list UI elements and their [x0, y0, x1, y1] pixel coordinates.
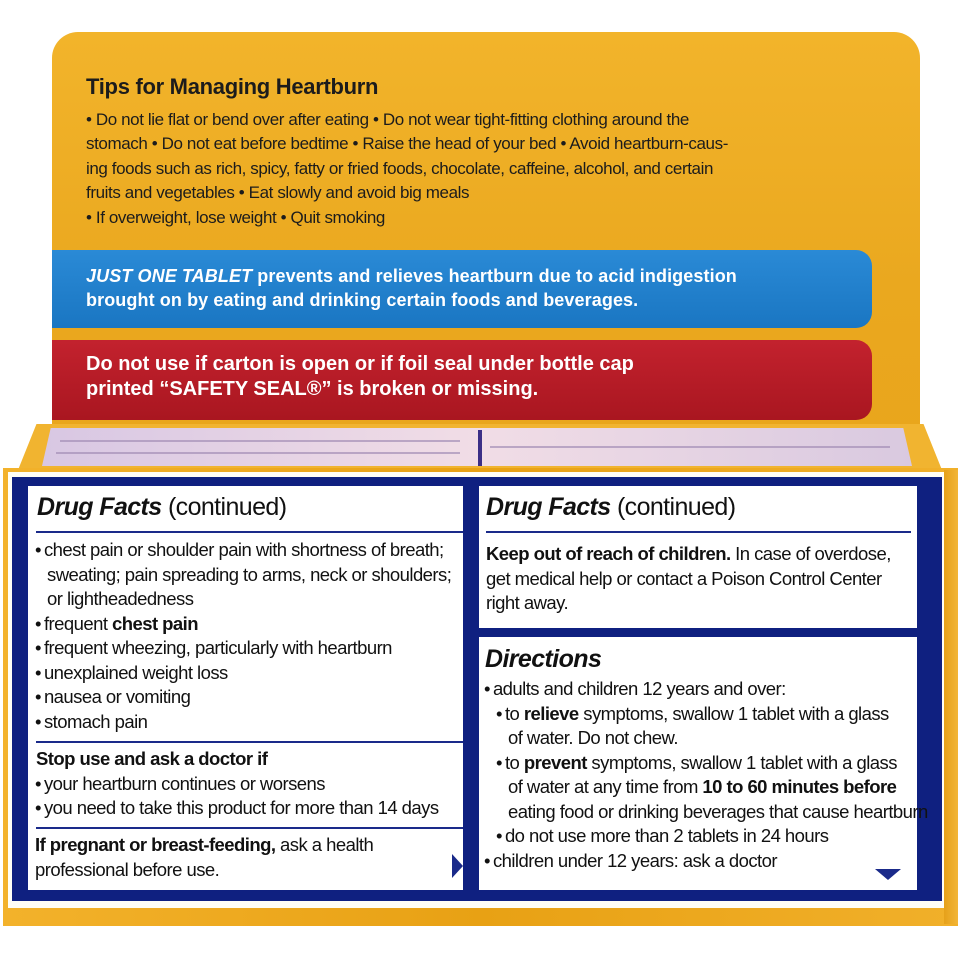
- keep-out-rest: In case of overdose,: [730, 543, 891, 564]
- directions-text: symptoms, swallow 1 tablet with a glass: [578, 702, 889, 724]
- directions-text-bold: relieve: [523, 702, 579, 724]
- warning-text-bold: chest pain: [112, 612, 199, 634]
- warning-item: • unexplained weight loss: [35, 661, 228, 686]
- directions-title: [485, 645, 601, 674]
- panel-title-rest: (continued): [610, 493, 736, 521]
- one-tablet-emphasis: JUST ONE TABLET: [86, 266, 253, 286]
- one-tablet-line1: prevents and relieves heartburn due to acid indigestion: [252, 266, 737, 286]
- directions-panel: [479, 637, 928, 890]
- triangle-down-icon: [875, 869, 901, 880]
- one-tablet-banner: [52, 250, 872, 328]
- panel-title: [37, 493, 286, 522]
- directions-prevent-cont: eating food or drinking beverages that cause heartburn: [508, 800, 928, 822]
- tips-line: fruits and vegetables • Eat slowly and avoid big meals: [86, 183, 470, 203]
- safety-seal-text: [86, 352, 634, 402]
- directions-adults-heading: • adults and children 12 years and over:: [484, 677, 786, 702]
- drug-facts-right-top-panel: [479, 486, 917, 628]
- warning-item: • chest pain or shoulder pain with shortness of breath;: [35, 538, 444, 563]
- tips-title: Tips for Managing Heartburn: [86, 74, 379, 99]
- panel-title-bold: Drug Facts: [486, 493, 611, 521]
- directions-text: to: [504, 751, 524, 773]
- section-divider: [486, 531, 911, 533]
- tips-line: stomach • Do not eat before bedtime • Raise the head of your bed • Avoid heartburn-caus-: [86, 134, 728, 154]
- stop-use-item: • you need to take this product for more than 14 days: [35, 796, 439, 821]
- directions-prevent-cont: [508, 775, 896, 800]
- keep-out-warning: [486, 542, 891, 567]
- one-tablet-line2: brought on by eating and drinking certain foods and beverages.: [86, 290, 639, 310]
- keep-out-warning-cont: get medical help or contact a Poison Control Center: [486, 567, 882, 589]
- warning-item: [35, 612, 198, 637]
- carton-side-edge: [944, 470, 958, 924]
- safety-seal-line2: printed “SAFETY SEAL®” is broken or missing.: [86, 378, 539, 400]
- keep-out-bold: Keep out of reach of children.: [486, 543, 731, 564]
- one-tablet-text: [86, 264, 737, 312]
- pregnant-warning-rest: ask a health: [275, 834, 374, 855]
- directions-text-bold: prevent: [523, 751, 587, 773]
- warning-item: • stomach pain: [35, 710, 147, 735]
- section-divider: [36, 531, 463, 533]
- panel-title-bold: Drug Facts: [37, 493, 162, 521]
- tips-line: ing foods such as rich, spicy, fatty or fried foods, chocolate, caffeine, alcohol, and certain: [86, 158, 714, 178]
- stop-use-heading-text: Stop use and ask a doctor if: [36, 748, 268, 769]
- drug-facts-left-panel: [28, 486, 463, 890]
- tips-line: • Do not lie flat or bend over after eating • Do not wear tight-fitting clothing around the: [86, 110, 689, 129]
- pregnant-warning-bold: If pregnant or breast-feeding,: [35, 834, 276, 855]
- safety-seal-banner: [52, 340, 872, 420]
- top-strip-line: [60, 440, 460, 442]
- panel-title: [486, 493, 735, 522]
- tips-list: [86, 108, 846, 230]
- warning-item: • nausea or vomiting: [35, 685, 190, 710]
- directions-relieve-cont: of water. Do not chew.: [508, 727, 678, 748]
- directions-text: symptoms, swallow 1 tablet with a glass: [586, 751, 897, 773]
- warning-item: • frequent wheezing, particularly with heartburn: [35, 636, 392, 661]
- pregnant-warning: [35, 833, 373, 858]
- stop-use-heading: [36, 747, 267, 772]
- warning-item-cont: sweating; pain spreading to arms, neck or shoulders;: [47, 563, 452, 585]
- top-strip-line: [56, 452, 460, 454]
- section-divider: [36, 827, 463, 829]
- directions-children: • children under 12 years: ask a doctor: [484, 849, 777, 874]
- directions-text-bold: 10 to 60 minutes before: [702, 776, 897, 797]
- directions-prevent: [496, 751, 897, 776]
- warning-text: frequent: [43, 612, 113, 634]
- directions-title-text: Directions: [485, 645, 602, 673]
- directions-text: of water at any time from: [508, 776, 703, 797]
- stop-use-item: • your heartburn continues or worsens: [35, 772, 325, 797]
- directions-text: to: [504, 702, 524, 724]
- directions-max-dose: • do not use more than 2 tablets in 24 hours: [496, 824, 828, 849]
- keep-out-warning-cont: right away.: [486, 592, 569, 613]
- top-strip-divider: [478, 430, 482, 466]
- tips-line: • If overweight, lose weight • Quit smoking: [86, 207, 385, 227]
- pregnant-warning-cont: professional before use.: [35, 858, 220, 880]
- section-divider: [36, 741, 463, 743]
- directions-relieve: [496, 702, 889, 727]
- warning-item-cont: or lightheadedness: [47, 588, 194, 609]
- triangle-right-icon: [452, 854, 463, 878]
- top-strip-line: [490, 446, 890, 448]
- panel-title-rest: (continued): [161, 493, 287, 521]
- safety-seal-line1: Do not use if carton is open or if foil seal under bottle cap: [86, 353, 634, 375]
